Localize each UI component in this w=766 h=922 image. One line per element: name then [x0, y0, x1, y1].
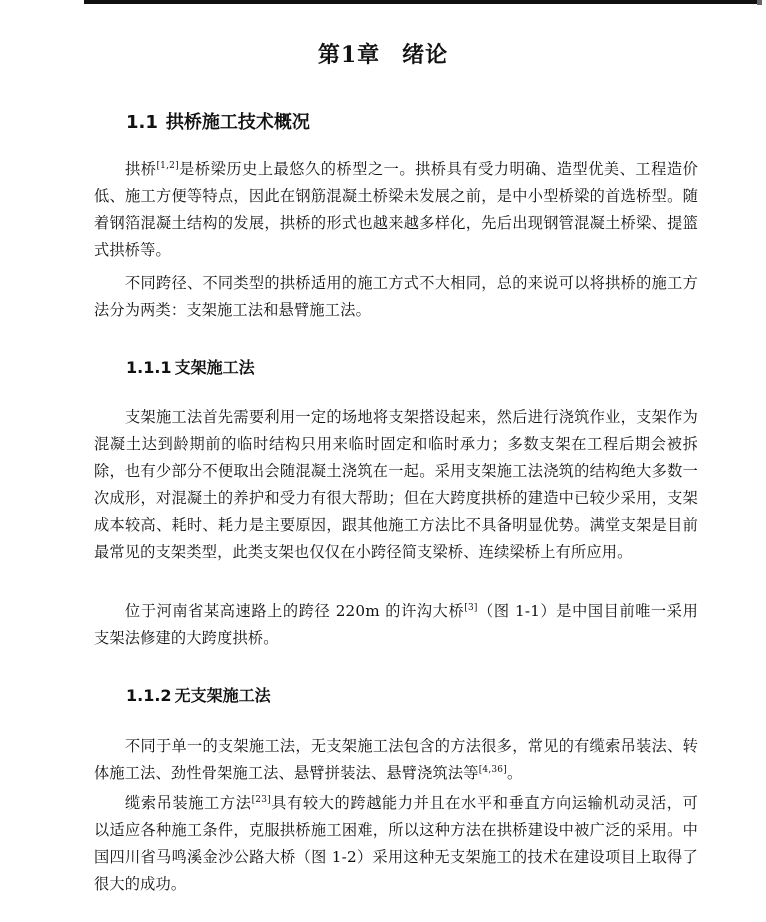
- paragraph-text: 缆索吊装施工方法: [125, 794, 252, 812]
- citation: [3]: [464, 603, 478, 613]
- paragraph-6: [94, 790, 698, 898]
- paragraph-text: （图 1-1）是中国目前唯一采用支架法修建的大跨度拱桥。: [94, 602, 698, 647]
- paragraph-4: [94, 598, 698, 652]
- paragraph-text: 拱桥: [125, 160, 157, 178]
- chapter-title: [0, 38, 766, 69]
- paragraph-text: 支架施工法首先需要利用一定的场地将支架搭设起来，然后进行浇筑作业，支架作为混凝土达到龄期前的临时结构只用来临时固定和临时承力；多数支架在工程后期会被拆除，也有少部分不便取出会随混凝土浇筑在一起。采用支架施工法浇筑的结构绝大多数一次成形，对混凝土的养护和受力有很大帮助；但在大跨度拱桥的建造中已较少采用，支架成本较高、耗时、耗力是主要原因，跟其他施工方法比不具备明显优势。满堂支架是目前最常见的支架类型，此类支架也仅仅在小跨径简支梁桥、连续梁桥上有所应用。: [94, 408, 698, 561]
- paragraph-text: 具有较大的跨越能力并且在水平和垂直方向运输机动灵活，可以适应各种施工条件，克服拱桥施工困难，所以这种方法在拱桥建设中被广泛的采用。中国四川省马鸣溪金沙公路大桥（图 1-2）采用这种无支架施工的技术在建设项目上取得了很大的成功。: [94, 794, 698, 893]
- paragraph-text: 位于河南省某高速路上的跨径 220m 的许沟大桥: [125, 602, 465, 620]
- paragraph-text: 不同于单一的支架施工法，无支架施工法包含的方法很多，常见的有缆索吊装法、转体施工法、劲性骨架施工法、悬臂拼装法、悬臂浇筑法等: [94, 737, 698, 782]
- citation: [1,2]: [156, 161, 179, 171]
- section-heading-1-1-1: [126, 355, 255, 378]
- top-rule: [84, 0, 758, 4]
- paragraph-text: 。: [506, 764, 523, 782]
- section-title: 无支架施工法: [174, 686, 271, 705]
- paragraph-2: [94, 270, 698, 324]
- paragraph-1: [94, 156, 698, 264]
- section-heading-1-1: [126, 108, 310, 134]
- paragraph-text: 是桥梁历史上最悠久的桥型之一。拱桥具有受力明确、造型优美、工程造价低、施工方便等特点，因此在钢筋混凝土桥梁未发展之前，是中小型桥梁的首选桥型。随着钢箔混凝土结构的发展，拱桥的形式也越来越多样化，先后出现钢管混凝土桥梁、提篮式拱桥等。: [94, 160, 698, 259]
- section-title: 拱桥施工技术概况: [165, 112, 310, 133]
- section-number: 1.1.1: [126, 358, 172, 377]
- section-number: 1.1.2: [126, 686, 172, 705]
- citation: [23]: [251, 795, 271, 805]
- corner-mark: [757, 0, 762, 5]
- section-title: 支架施工法: [174, 358, 255, 377]
- citation: [4,36]: [478, 765, 507, 775]
- paragraph-5: [94, 733, 698, 787]
- section-number: 1.1: [126, 112, 158, 133]
- chapter-name: 绪论: [402, 42, 449, 68]
- paragraph-text: 不同跨径、不同类型的拱桥适用的施工方式不大相同，总的来说可以将拱桥的施工方法分为两类：支架施工法和悬臂施工法。: [94, 274, 698, 319]
- chapter-number: 第1章: [317, 42, 381, 68]
- paragraph-3: [94, 404, 698, 566]
- section-heading-1-1-2: [126, 683, 271, 706]
